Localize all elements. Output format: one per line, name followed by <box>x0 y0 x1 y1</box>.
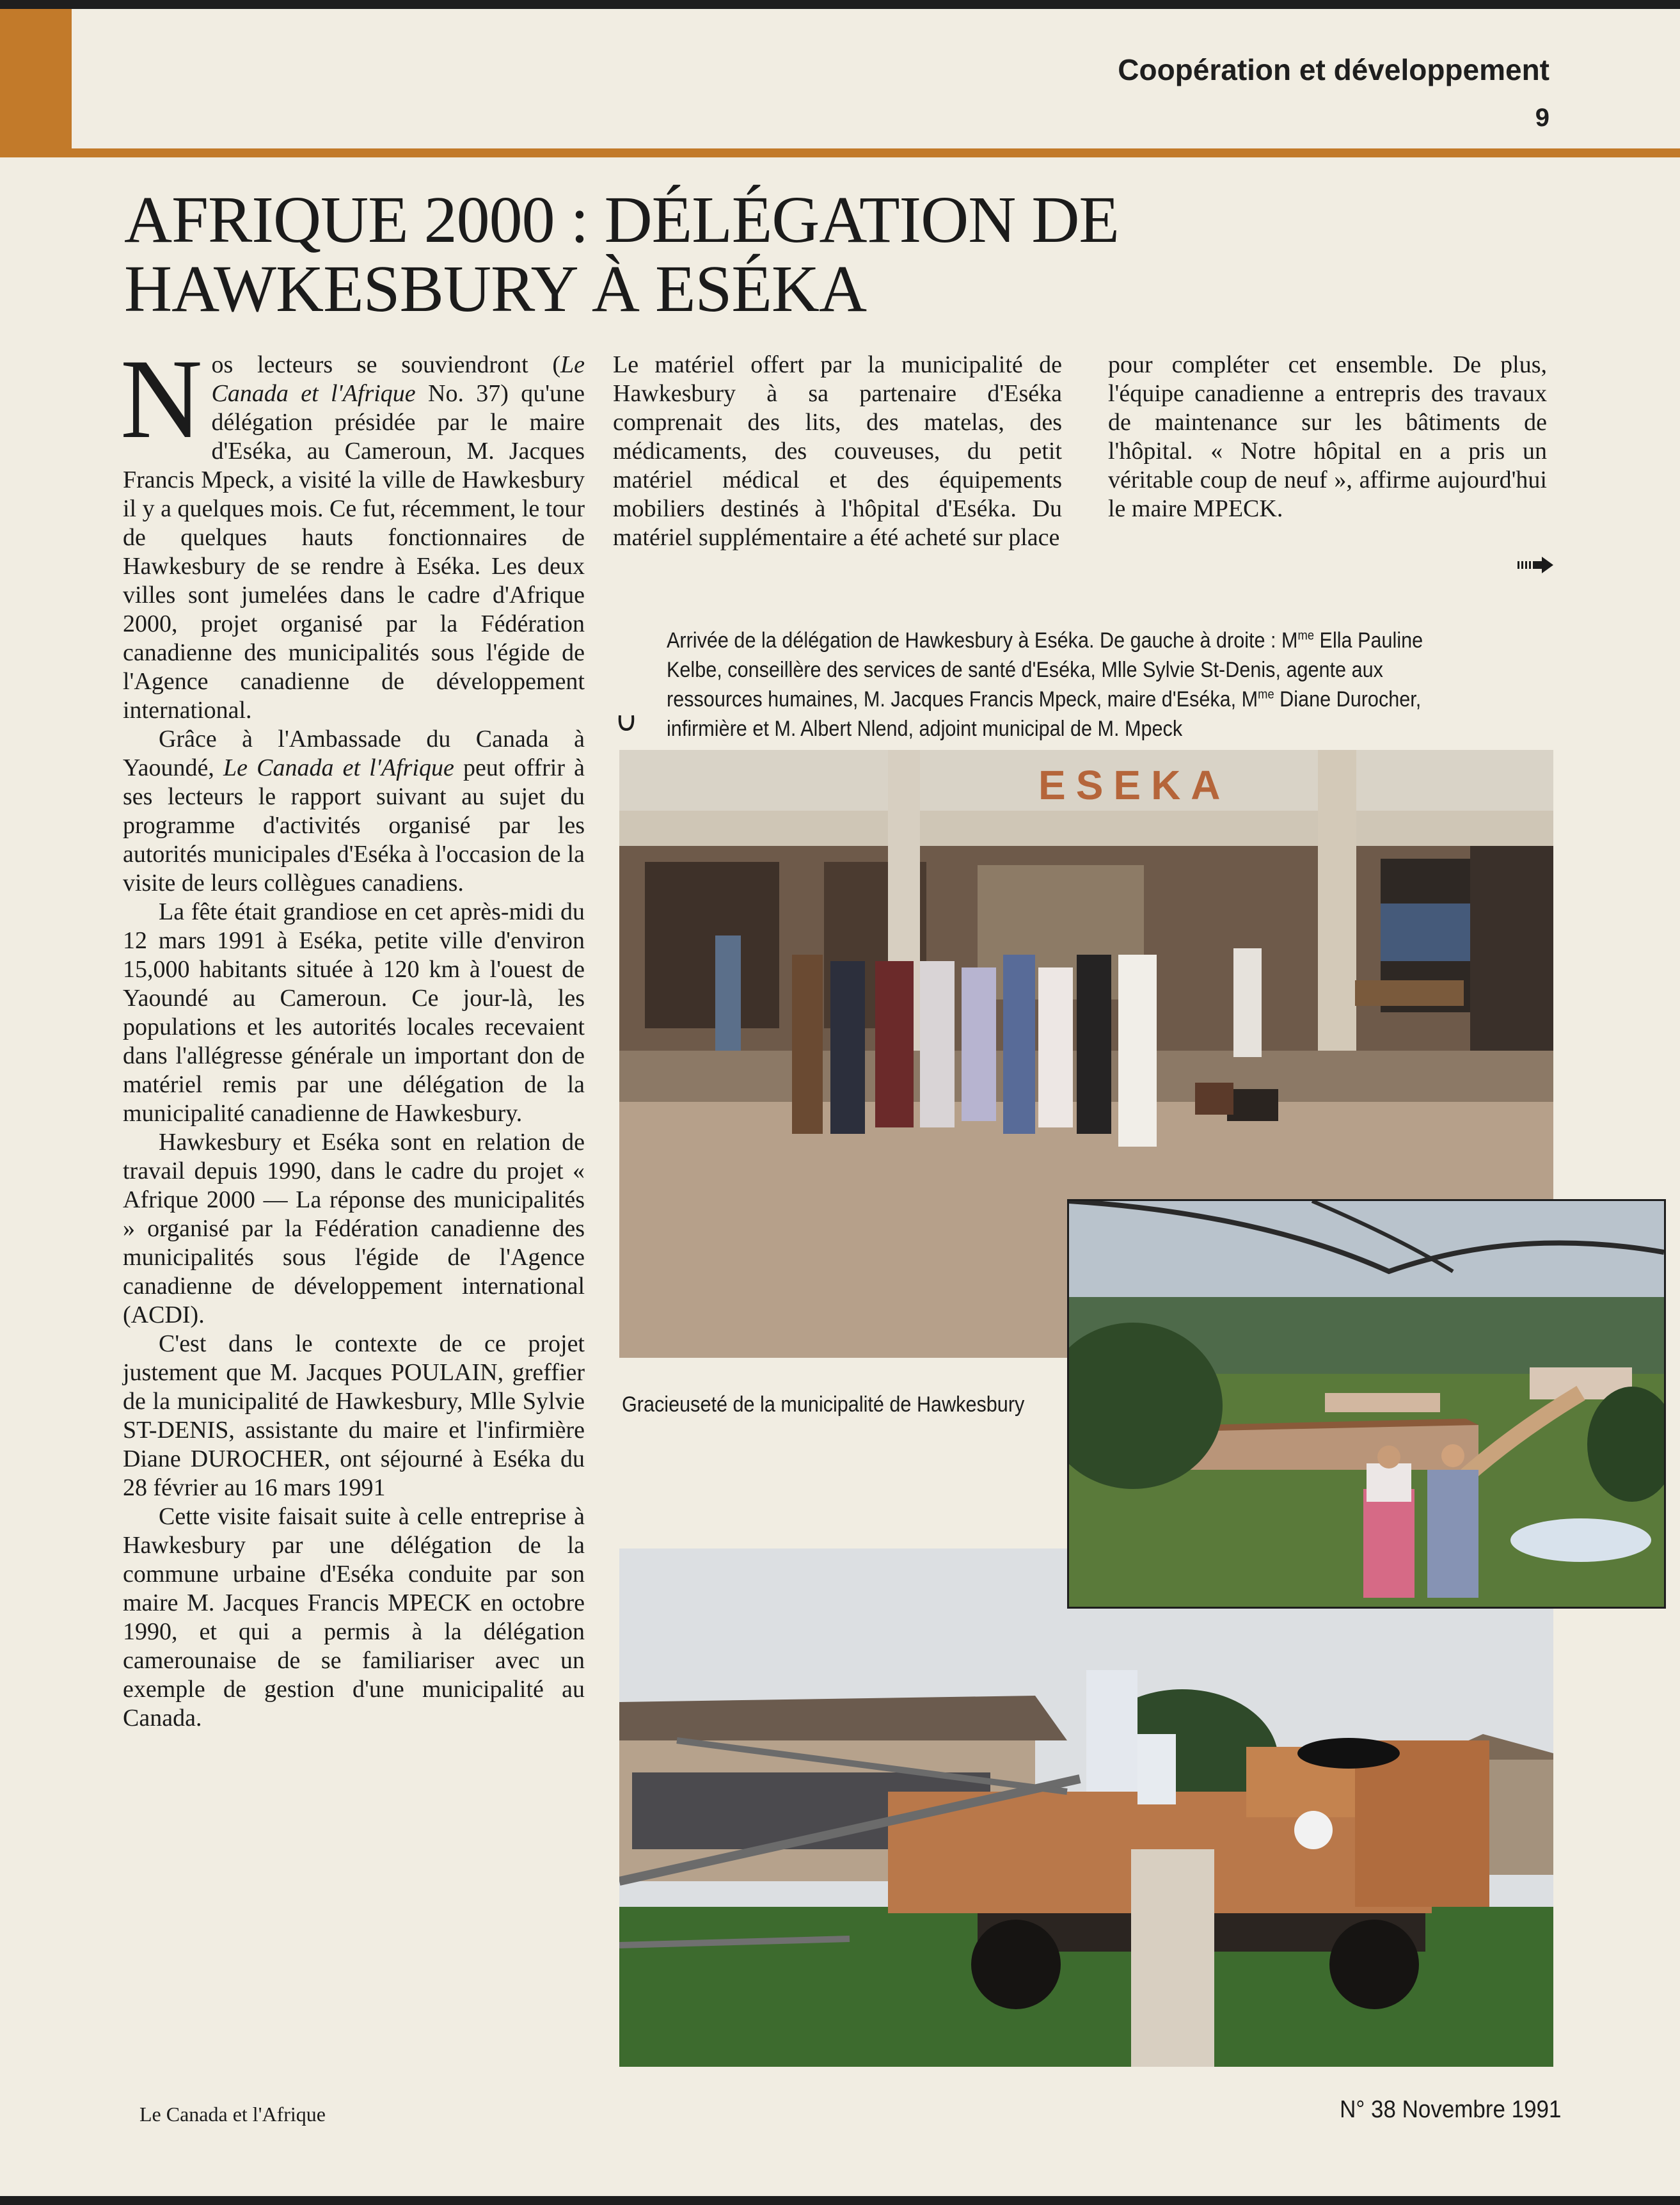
section-title: Coopération et développement <box>1118 53 1549 86</box>
paragraph-8: pour compléter cet ensemble. De plus, l'équipe canadienne a entrepris des travaux de maintenance sur les bâtiments de l'hôpital. « Notre hôpital en a pris un véritable coup de neuf », affirme aujourd'hui le maire MPECK. <box>1108 351 1547 522</box>
paragraph-2-start: Grâce à l'Ambassade du Canada à Yaoundé, <box>123 726 585 781</box>
paragraph-2-rest: peut offrir à ses lecteurs le rapport suivant au sujet du programme d'activités organisé par les autorités municipales d'Eséka à l'occasion de la visite de leurs collègues canadiens. <box>123 754 585 896</box>
page-number: 9 <box>1535 104 1549 132</box>
caption-superscript-1: me <box>1297 628 1315 643</box>
continue-arrow-icon <box>1518 555 1553 575</box>
headline-line-1: AFRIQUE 2000 : DÉLÉGATION DE <box>124 183 1119 257</box>
building-sign: ESEKA <box>1038 762 1231 808</box>
issue-info: N° 38 Novembre 1991 <box>1339 2096 1561 2123</box>
paragraph-1 <box>120 335 585 725</box>
article-column-2 <box>613 351 1062 552</box>
truck-unloading-photo <box>619 1548 1553 2067</box>
paragraph-5: C'est dans le contexte de ce projet justement que M. Jacques POULAIN, greffier de la municipalité de Hawkesbury, Mlle Sylvie ST-DENIS, assistante du maire et l'infirmière Diane DUROCHER, ont séjourné à Eséka du 28 février au 16 mars 1991 <box>123 1330 585 1501</box>
header-rule <box>72 148 1680 157</box>
article-column-1 <box>120 335 585 1733</box>
caption-part-2: Ella Pauline Kelbe, conseillère des services de santé d'Eséka, Mlle Sylvie St-Denis, agente aux ressources humaines, M. Jacques Francis Mpeck, maire d'Eséka, M <box>667 628 1423 712</box>
section-color-tab <box>0 9 72 157</box>
paragraph-4: Hawkesbury et Eséka sont en relation de travail depuis 1990, dans le cadre du projet « Afrique 2000 — La réponse des municipalités » organisé par la Fédération canadienne des municipalités sous l'égide de l'Agence canadienne de développement international (ACDI). <box>123 1129 585 1328</box>
headline-line-2: HAWKESBURY À ESÉKA <box>124 252 867 326</box>
paragraph-3: La fête était grandiose en cet après-midi du 12 mars 1991 à Eséka, petite ville d'environ 15,000 habitants située à 120 km à l'ouest de Yaoundé au Cameroun. Ce jour-là, les populations et les autorités locales recevaient dans l'allégresse générale un important don de matériel remis par une délégation de la municipalité canadienne de Hawkesbury. <box>123 898 585 1127</box>
photo-credit: Gracieuseté de la municipalité de Hawkesbury <box>622 1392 1025 1417</box>
bottom-border <box>0 2196 1680 2205</box>
caption-pointer-icon <box>617 713 636 732</box>
top-border <box>0 0 1680 9</box>
magazine-title-italic: Le Canada et l'Afrique <box>211 351 585 407</box>
paragraph-1-start: os lecteurs se souviendront ( <box>211 351 560 378</box>
article-column-3 <box>1108 351 1547 523</box>
photo-caption <box>667 626 1468 744</box>
paragraph-7: Le matériel offert par la municipalité de Hawkesbury à sa partenaire d'Eséka comprenait des lits, des matelas, des médicaments, des couveuses, du petit matériel médical et des équipements mobiliers destinés à l'hôpital d'Eséka. Du matériel supplémentaire a été acheté sur place <box>613 351 1062 551</box>
caption-part-1: Arrivée de la délégation de Hawkesbury à Eséka. De gauche à droite : M <box>667 628 1298 653</box>
paragraph-2 <box>123 725 585 898</box>
landscape-photo <box>1067 1199 1666 1609</box>
magazine-name: Le Canada et l'Afrique <box>139 2103 326 2126</box>
drop-cap: N <box>120 335 203 462</box>
caption-part-3: Diane Durocher, infirmière et M. Albert Nlend, adjoint municipal de M. Mpeck <box>667 687 1422 741</box>
magazine-title-italic-2: Le Canada et l'Afrique <box>223 754 454 781</box>
paragraph-6: Cette visite faisait suite à celle entreprise à Hawkesbury par une délégation de la commune urbaine d'Eséka conduite par son maire M. Jacques Francis MPECK en octobre 1990, et qui a permis à la délégation camerounaise de se familiariser avec un exemple de gestion d'une municipalité au Canada. <box>123 1503 585 1731</box>
paragraph-1-rest: No. 37) qu'une délégation présidée par le maire d'Eséka, au Cameroun, M. Jacques Francis Mpeck, a visité la ville de Hawkesbury il y a quelques mois. Ce fut, récemment, le tour de quelques hauts fonctionnaires de Hawkesbury de se rendre à Eséka. Les deux villes sont jumelées dans le cadre d'Afrique 2000, projet organisé par la Fédération canadienne des municipalités sous l'égide de l'Agence canadienne de développement international. <box>123 380 585 724</box>
article-headline <box>124 183 1212 326</box>
caption-superscript-2: me <box>1258 687 1274 702</box>
